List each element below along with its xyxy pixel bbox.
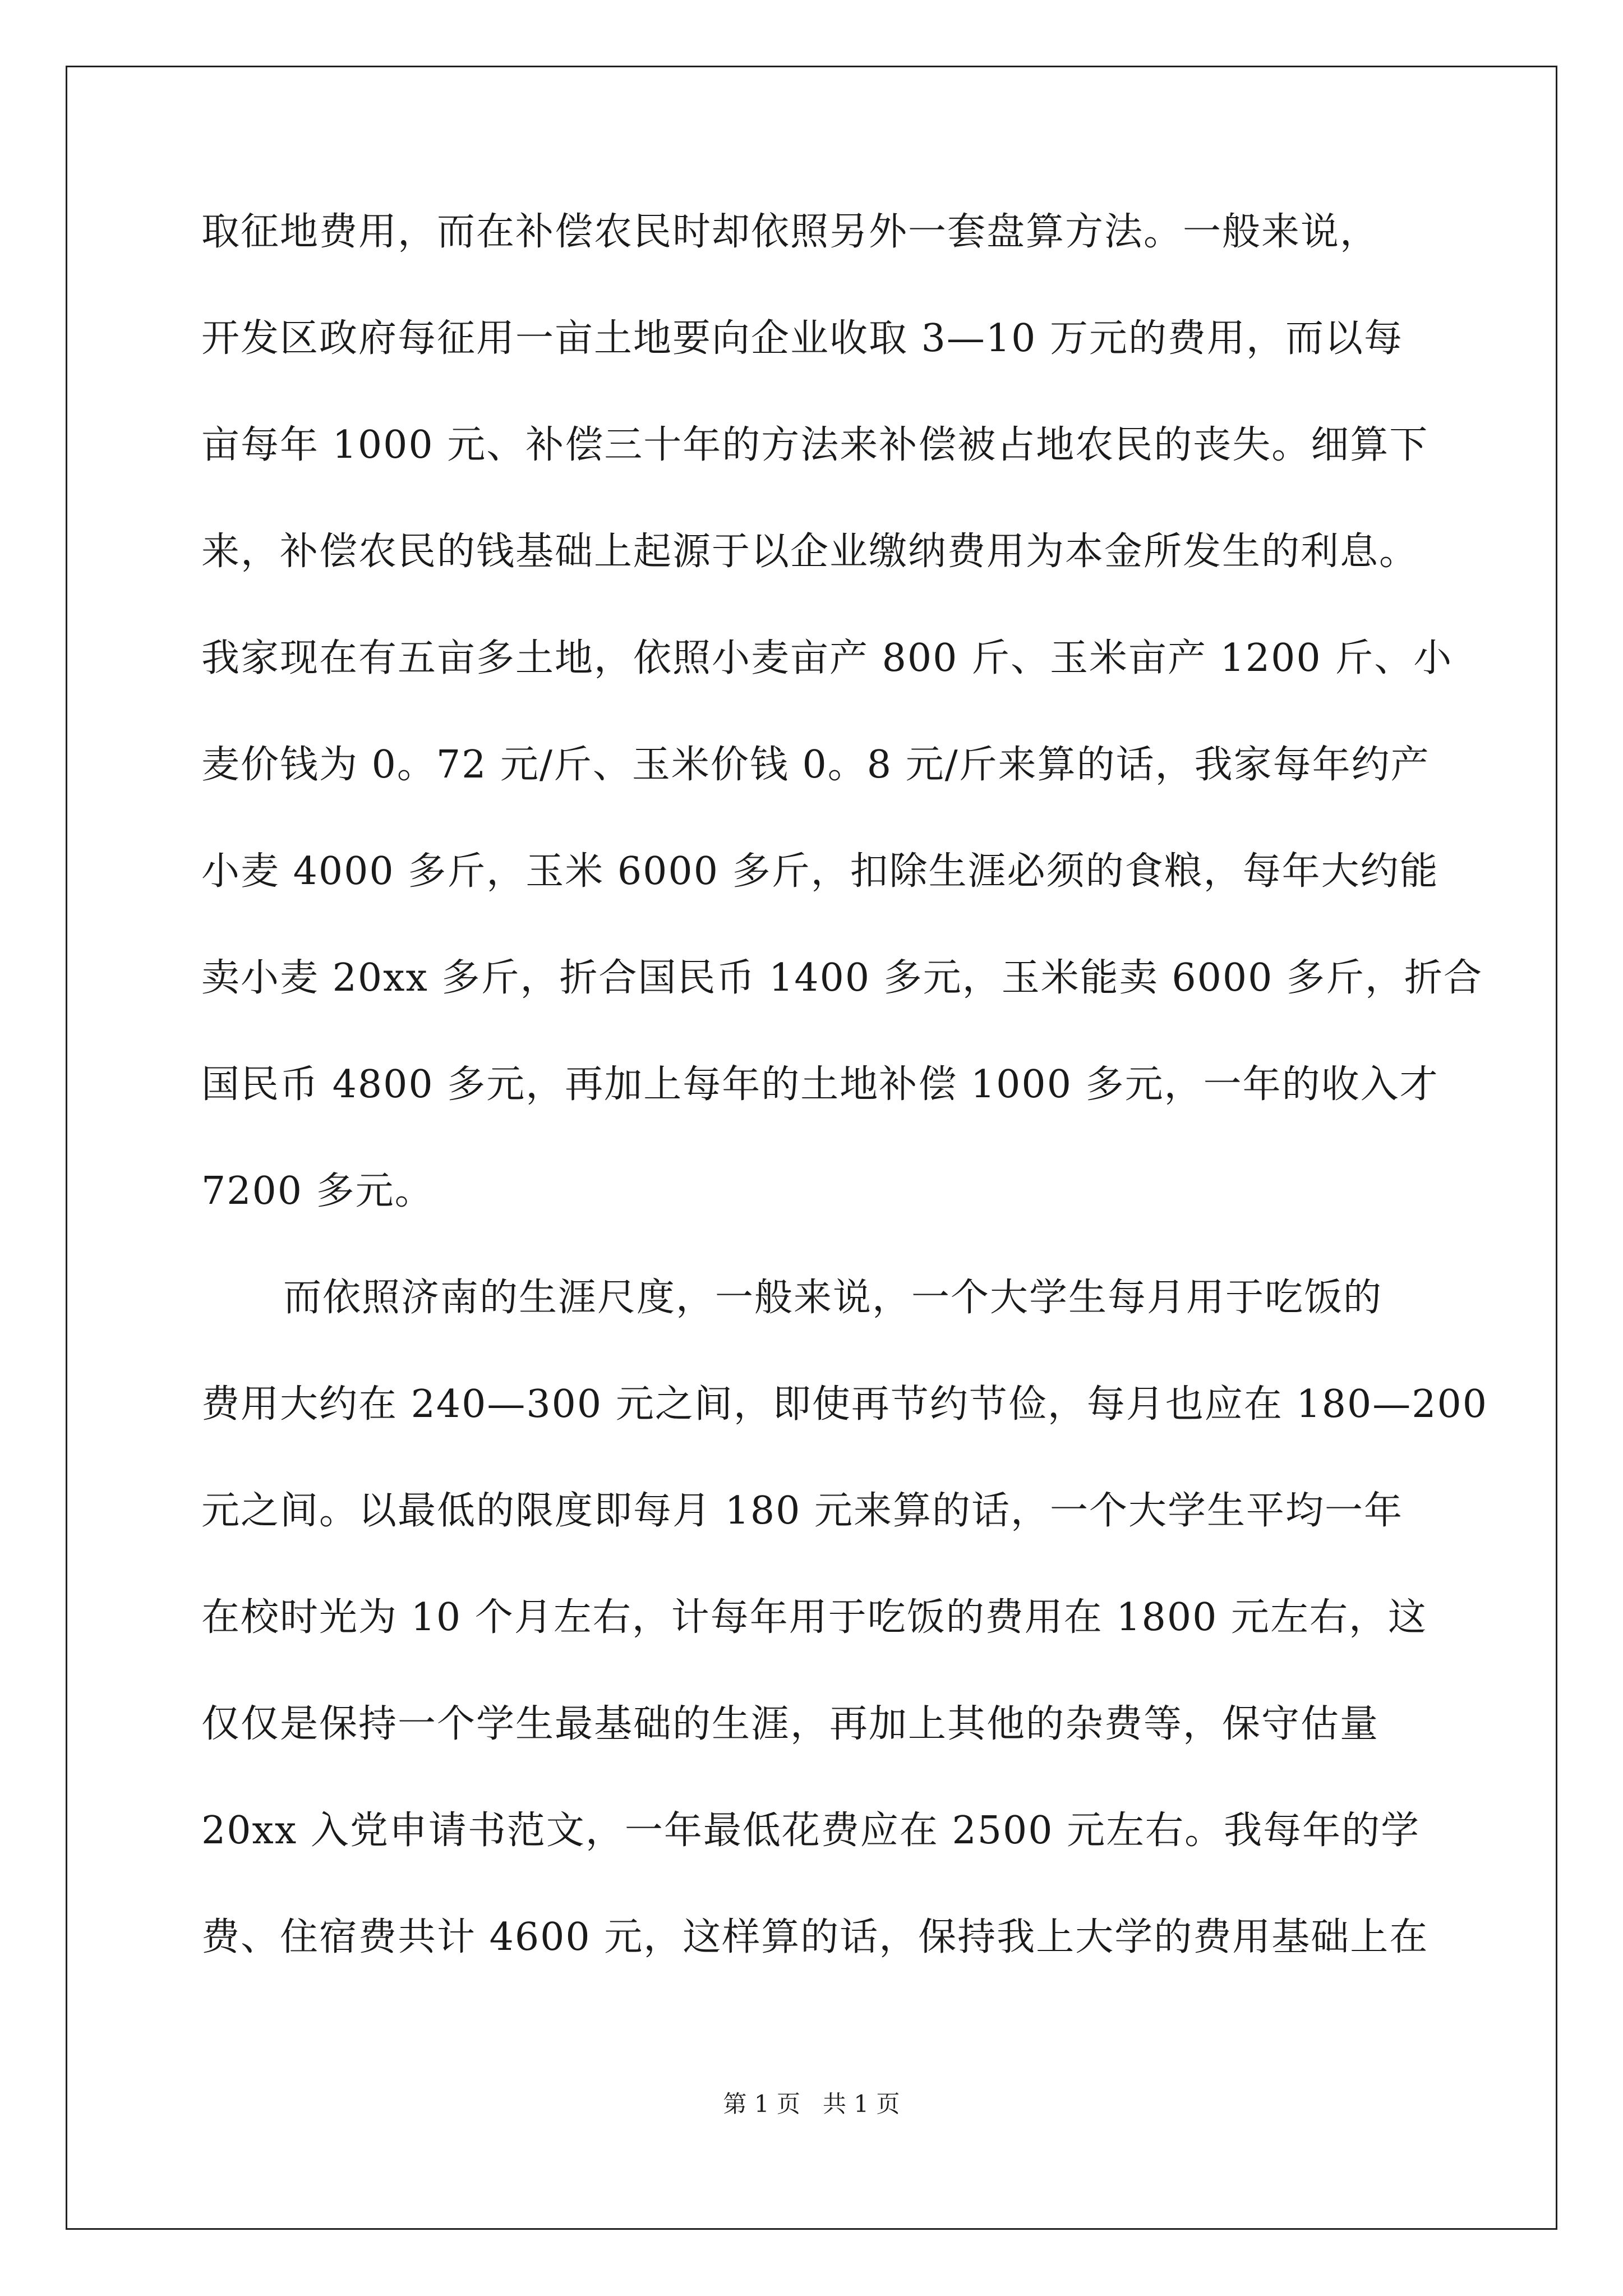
text-line: 费、住宿费共计 4600 元，这样算的话，保持我上大学的费用基础上在 <box>201 1915 1429 1959</box>
document-body <box>201 210 1488 2025</box>
text-line: 取征地费用，而在补偿农民时却依照另外一套盘算方法。一般来说， <box>201 210 1380 254</box>
text-line: 费用大约在 240—300 元之间，即使再节约节俭，每月也应在 180—200 <box>201 1382 1488 1427</box>
text-line: 国民币 4800 多元，再加上每年的土地补偿 1000 多元，一年的收入才 <box>201 1062 1439 1107</box>
text-line: 开发区政府每征用一亩土地要向企业收取 3—10 万元的费用，而以每 <box>201 316 1404 361</box>
text-line: 元之间。以最低的限度即每月 180 元来算的话，一个大学生平均一年 <box>201 1489 1404 1533</box>
text-line: 亩每年 1000 元、补偿三十年的方法来补偿被占地农民的丧失。细算下 <box>201 423 1429 467</box>
text-line: 仅仅是保持一个学生最基础的生涯，再加上其他的杂费等，保守估量 <box>201 1702 1380 1746</box>
text-line: 麦价钱为 0。72 元/斤、玉米价钱 0。8 元/斤来算的话，我家每年约产 <box>201 743 1430 787</box>
text-line: 来，补偿农民的钱基础上起源于以企业缴纳费用为本金所发生的利息。 <box>201 530 1419 574</box>
text-line: 卖小麦 20xx 多斤，折合国民币 1400 多元，玉米能卖 6000 多斤，折合 <box>201 956 1483 1000</box>
text-line: 20xx 入党申请书范文，一年最低花费应在 2500 元左右。我每年的学 <box>201 1809 1421 1853</box>
text-line: 在校时光为 10 个月左右，计每年用于吃饭的费用在 1800 元左右，这 <box>201 1595 1428 1640</box>
page-number-footer: 第 1 页 共 1 页 <box>723 2090 900 2118</box>
text-line: 小麦 4000 多斤，玉米 6000 多斤，扣除生涯必须的食粮，每年大约能 <box>201 849 1439 894</box>
text-line: 7200 多元。 <box>201 1169 434 1213</box>
text-line: 我家现在有五亩多土地，依照小麦亩产 800 斤、玉米亩产 1200 斤、小 <box>201 636 1453 680</box>
paragraph-start-line: 而依照济南的生涯尺度，一般来说，一个大学生每月用于吃饭的 <box>283 1276 1383 1320</box>
